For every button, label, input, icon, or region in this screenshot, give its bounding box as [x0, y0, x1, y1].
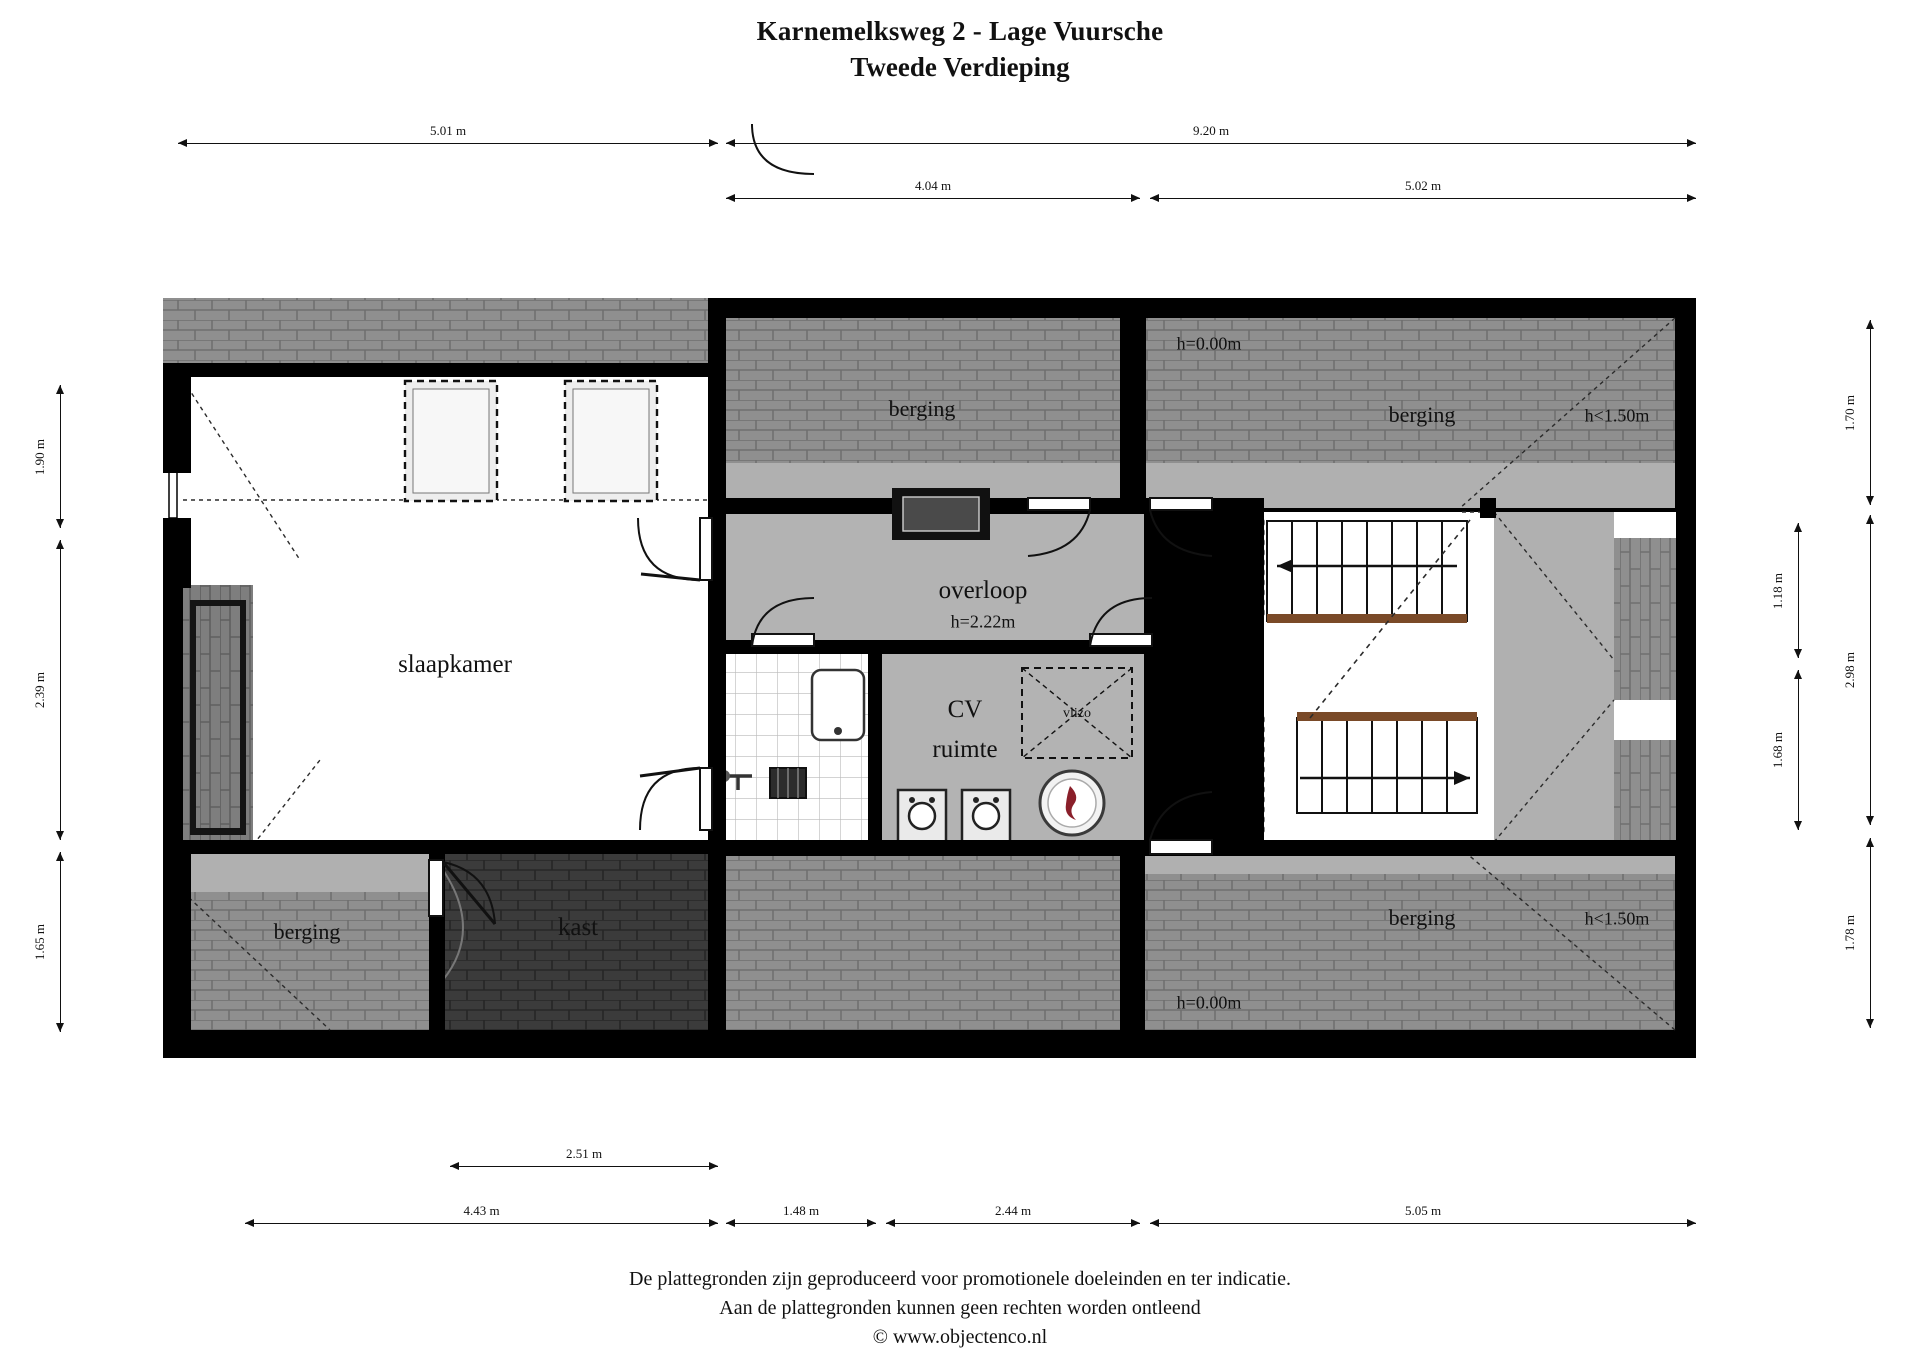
dimension-label: 2.44 m: [994, 1203, 1032, 1218]
dimension-label: 4.43 m: [463, 1203, 500, 1218]
room-label-berging-bottom-left: berging: [273, 919, 341, 944]
dimension-label: 9.20 m: [1192, 123, 1230, 138]
room-label-berging-top-right: berging: [1388, 402, 1456, 427]
annotation-h-low-bottom: h<1.50m: [1584, 908, 1650, 929]
dimension-right-1.70: 1.70 m: [1850, 320, 1876, 505]
dimension-left-1.65: 1.65 m: [40, 852, 66, 1032]
room-slaapkamer: [183, 375, 708, 845]
shower-drain-icon: [770, 768, 806, 798]
floor-subtitle: Tweede Verdieping: [850, 52, 1070, 82]
room-label-cv-line1: CV: [947, 696, 983, 723]
room-label-kast: kast: [557, 914, 599, 941]
page-title: Karnemelksweg 2 - Lage Vuursche: [756, 16, 1164, 46]
dimension-right-1.78: 1.78 m: [1850, 838, 1876, 1028]
roof-strip-right: [1494, 512, 1676, 842]
room-cv-ruimte: [882, 652, 1144, 842]
dimension-left-2.39: 2.39 m: [40, 540, 66, 840]
duct-icon: [892, 488, 990, 540]
room-label-cv-line2: ruimte: [932, 736, 998, 763]
appliance-icon-1: [898, 790, 946, 842]
room-label-berging-top-left: berging: [888, 396, 956, 421]
room-label-berging-bottom-right: berging: [1388, 905, 1456, 930]
skylight-1: [405, 381, 497, 501]
dimension-label: 4.04 m: [914, 178, 952, 193]
dimension-label: 5.01 m: [429, 123, 467, 138]
annotation-h-low-top: h<1.50m: [1584, 405, 1650, 426]
annotation-vlizo: vlizo: [1063, 706, 1091, 721]
dimension-label: 2.51 m: [565, 1146, 603, 1161]
dimension-label: 5.02 m: [1404, 178, 1442, 193]
room-label-overloop: overloop: [938, 577, 1028, 604]
room-badkamer: [714, 652, 874, 842]
footer-line-3: © www.objectenco.nl: [872, 1326, 1048, 1348]
stair-flight-lower: [1297, 712, 1477, 813]
skylight-2: [565, 381, 657, 501]
stairwell: [1262, 512, 1494, 842]
footer-line-1: De plattegronden zijn geproduceerd voor promotionele doeleinden en ter indicatie.: [629, 1268, 1291, 1290]
roof-area-bottom-middle: [725, 852, 1120, 1030]
dimension-left-1.90: 1.90 m: [40, 385, 66, 528]
dimension-right-1.18: 1.18 m: [1778, 523, 1804, 658]
dimension-label: 1.48 m: [782, 1203, 820, 1218]
dimension-right-2.98: 2.98 m: [1850, 515, 1876, 825]
dimension-label: 5.05 m: [1404, 1203, 1442, 1218]
room-label-slaapkamer: slaapkamer: [398, 651, 512, 678]
dimension-right-1.68: 1.68 m: [1778, 670, 1804, 830]
washbasin-icon: [812, 670, 864, 740]
stair-flight-upper: [1267, 521, 1467, 623]
annotation-h-zero-bottom: h=0.00m: [1176, 992, 1242, 1013]
boiler-icon: [1040, 771, 1104, 835]
footer-line-2: Aan de plattegronden kunnen geen rechten worden ontleend: [719, 1297, 1201, 1319]
footer-disclaimer: [0, 1265, 1920, 1352]
room-label-overloop-height: h=2.22m: [950, 611, 1016, 632]
appliance-icon-2: [962, 790, 1010, 842]
annotation-h-zero-top: h=0.00m: [1176, 333, 1242, 354]
